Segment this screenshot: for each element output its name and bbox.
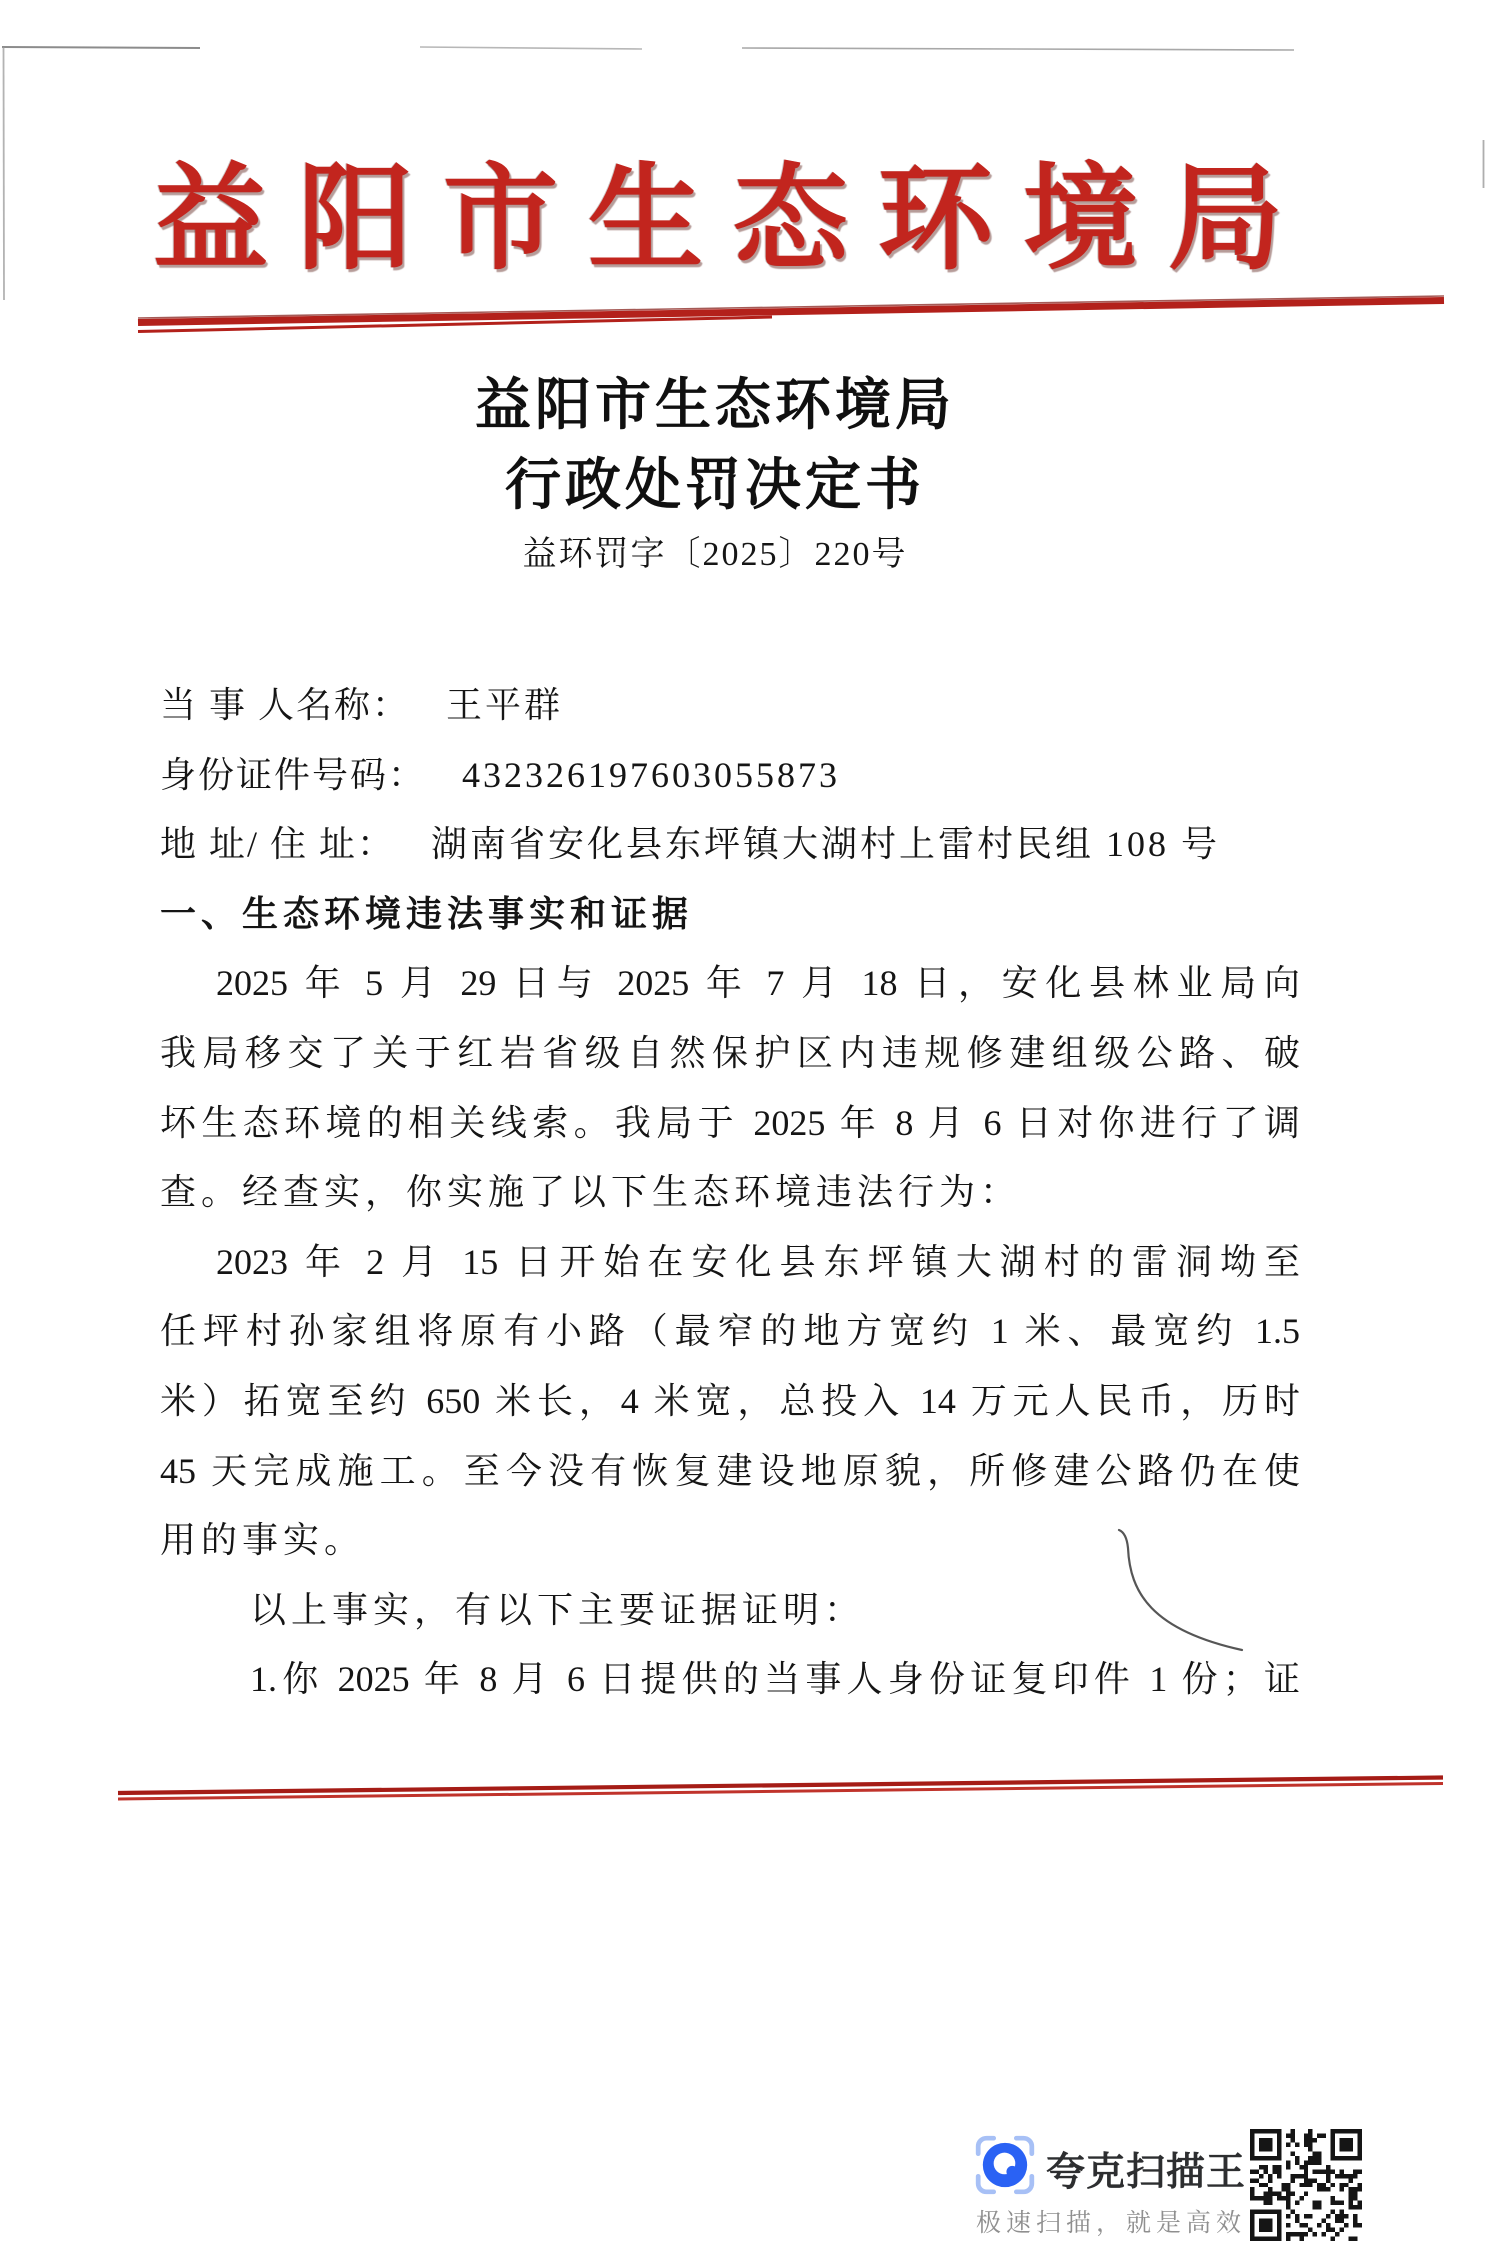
party-name-label: 当 事 人名称：	[160, 685, 411, 725]
scanner-slogan: 极速扫描，就是高效	[976, 2209, 1247, 2237]
body-line: 用的事实。	[160, 1520, 366, 1561]
document-number: 益环罚字〔2025〕220号	[522, 536, 908, 573]
party-id-label: 身份证件号码：	[160, 754, 427, 795]
party-address-label: 地 址/ 住 址：	[160, 824, 396, 865]
page-edge-line	[742, 48, 1294, 50]
page-edge-line	[420, 47, 642, 49]
body-line: 任坪村孙家组将原有小路（最窄的地方宽约 1 米、最宽约 1.5	[160, 1311, 1300, 1352]
body-line: 查。经查实，你实施了以下生态环境违法行为：	[160, 1172, 1022, 1213]
party-name-value: 王平群	[446, 685, 564, 725]
body-line: 米）拓宽至约 650 米长，4 米宽，总投入 14 万元人民币，历时	[160, 1380, 1300, 1421]
body-line: 1.你 2025 年 8 月 6 日提供的当事人身份证复印件 1 份；证	[250, 1659, 1300, 1700]
section1-heading: 一、生态环境违法事实和证据	[160, 893, 694, 934]
party-address-row	[160, 810, 1300, 880]
quark-scanner-logo-icon	[972, 2132, 1038, 2198]
letterhead-rule	[138, 301, 1444, 323]
body-line: 45 天完成施工。至今没有恢复建设地原貌，所修建公路仍在使	[160, 1450, 1300, 1491]
scanner-brand-name: 夸克扫描王	[1046, 2151, 1247, 2194]
letterhead-agency-title: 益阳市生态环境局	[152, 156, 1313, 283]
qr-code	[1250, 2128, 1362, 2242]
page-edge-line	[2, 47, 200, 48]
document-body	[160, 671, 1300, 1715]
body-line: 以上事实，有以下主要证据证明：	[250, 1589, 866, 1630]
body-line: 2025 年 5 月 29 日与 2025 年 7 月 18 日，安化县林业局向	[216, 963, 1300, 1004]
party-id-value: 432326197603055873	[462, 754, 841, 795]
body-line: 2023 年 2 月 15 日开始在安化县东坪镇大湖村的雷洞坳至	[216, 1241, 1300, 1282]
party-address-value: 湖南省安化县东坪镇大湖村上雷村民组 108 号	[431, 824, 1221, 865]
party-id-row	[160, 741, 1300, 811]
body-line: 坏生态环境的相关线索。我局于 2025 年 8 月 6 日对你进行了调	[160, 1102, 1300, 1143]
document-title-line1: 益阳市生态环境局	[475, 375, 955, 437]
party-name-row	[160, 671, 1300, 741]
document-title-line2: 行政处罚决定书	[505, 455, 925, 517]
body-line: 我局移交了关于红岩省级自然保护区内违规修建组级公路、破	[160, 1032, 1300, 1073]
